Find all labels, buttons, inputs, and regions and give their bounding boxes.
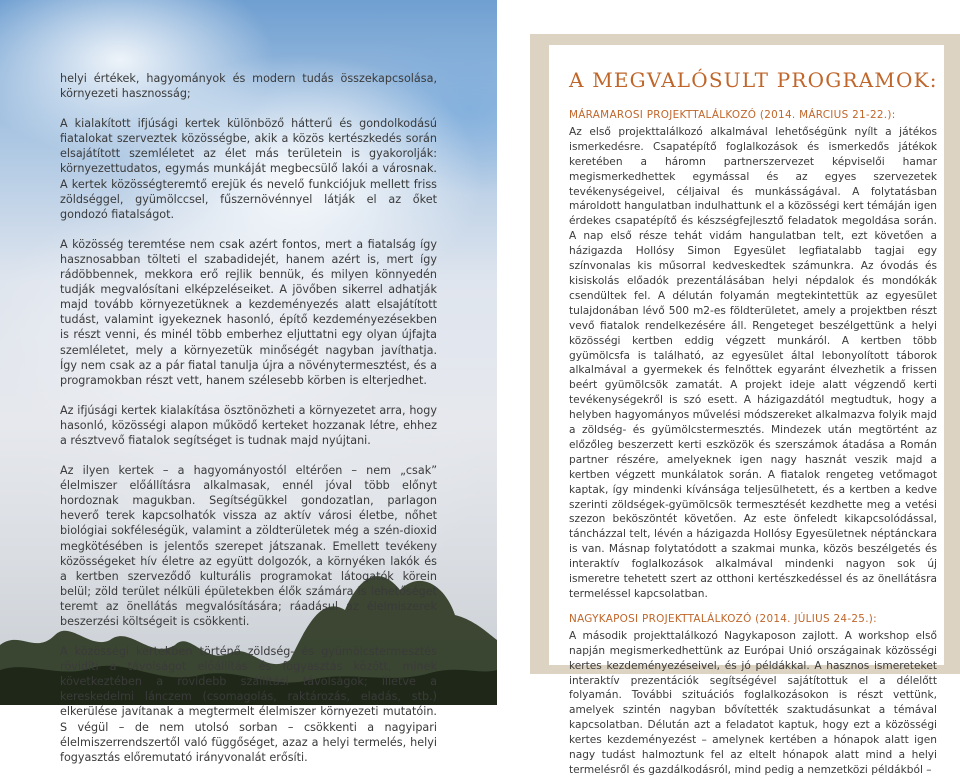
left-paragraph: A közösségi kertekben történő zöldség- és gyümölcstermesztés rövidíti a távolságot előállítás és fogyasztás között, minek következtében a rövidebb szállítási távolságok; illetve a kereskedelmi lánczem (csomagolás, raktározás, eladás, stb.) elkerülése javítanak a megtermelt élelmiszer környezeti mutatóin. S végül – de nem utolsó sorban – csökkenti a nagyipari élelmiszerrendszertől való függőséget, azaz a helyi termelés, helyi fogyasztás előremutató irányvonalát erősíti. xyxy=(60,645,437,764)
section-heading: MÁRAMAROSI PROJEKTTALÁLKOZÓ (2014. MÁRCIUS 21-22.): xyxy=(569,109,896,121)
section-paragraph: Az első projekttalálkozó alkalmával lehetőségünk nyílt a játékos ismerkedésre. Csapatépítő foglalkozások és ismerkedős játékok keretében a háromn partnerszervezet képviselői hamar megismerkedhettek egymással és az egyes szervezetek tevékenységeivel, céljaival és munkásságával. A folytatásban mároldott hangulatban indulhattunk el a közösségi kert témáján igen érdekes csapatépítő és készségfejlesztő feladatok megoldása során. A nap első része tehát vidám hangulatban telt, ezt követően a házigazda Hollósy Simon Egyesület legfiatalabb tagjai egy színvonalas kis műsorral kedveskedtek számunkra. Az óvodás és kisiskolás előadók prezentálásában helyi népdalok és mondókák csendültek fel. A délután folyamán megtekintettük az egyesület tulajdonában lévő 500 m2-es földterületet, amely a projektben részt vevő fiatalok rendelkezésére áll. Rengeteget beszélgettünk a helyi közösségi kertben eddig végzett munkáról. A kertben több gyümölcsfa is található, az egyesület által lebonyolított táborok alkalmával a gyermekek és felnőttek egyaránt élvezhetik a frissen beért gyümölcsök zamatát. A projekt ideje alatt végzendő kerti tevékenységekről is szó esett. A házigazdától megtudtuk, hogy a helyben hagyományos művelési módszereket alkalmazva folyik majd a zöldség- és gyümölcstermesztés. Mindezek után megtörtént az előzőleg beszerzett kerti eszközök és szerszámok átadása a Román partner részére, amelyeknek igen nagy hasznát veszik majd a kertben végzett munkálatok során. A fiatalok rengeteg vetőmagot kaptak, így mindenki kívánsága teljesülhetett, és a kertben a kedve szerinti zöldségek-gyümölcsök termesztését kezdhette meg a vetési szezon beköszöntét követően. Az este önfeledt kikapcsolódással, táncházzal telt, lévén a házigazda Hollósy Egyesületnek néptánckara is van. Másnap folytatódott a szakmai munka, közös beszélgetés és interaktív foglalkozások alkalmával mindenki nagyon sok új ismeretre tehetett szert az otthoni kertészkedéssel és az önellátásra termeléssel kapcsolatban. xyxy=(569,125,937,600)
left-paragraph: A kialakított ifjúsági kertek különböző hátterű és gondolkodású fiatalokat szerveztek közösségbe, akik a közös kertészkedés során elsajátított szemléletet az élet más területein is gyakorolják: környezettudatos, egymás munkáját megbecsülő lakói a városnak. A kertek közösségteremtő erejük és nevelő funkciójuk mellett friss zöldséggel, gyümölccsel, fűszernövénnyel látják el az őket gondozó fiatalságot. xyxy=(60,117,437,221)
right-body-text xyxy=(569,108,937,778)
right-page-content xyxy=(549,45,944,776)
page-gutter xyxy=(497,0,530,705)
left-paragraph: Az ifjúsági kertek kialakítása ösztönözheti a környezetet arra, hogy hasonló, közösségi alapon működő kerteket hozzanak létre, ehhez a résztvevő fiatalok segítséget is tudnak majd nyújtani. xyxy=(60,403,437,447)
left-paragraph: A közösség teremtése nem csak azért fontos, mert a fiatalság így hasznosabban tölteti el szabadidejét, hanem azért is, mert így rádöbbennek, mekkora erő rejlik bennük, és milyen könnyedén tudják megvalósítani elképzeléseiket. A jövőben sikerrel adhatják majd tovább környezetüknek a kezdeményezés alatt elsajátított tudást, valamint igyekeznek hasonló, építő kezdeményezésekben is részt venni, és minél több emberhez eljuttatni egy olyan újfajta szemléletet, mely a környezetük minőségét nagyban javíthatja. Így nem csak az a pár fiatal tanulja újra a növénytermesztést, és a programokban részt vett, hanem szélesebb körben is elterjedhet. xyxy=(60,237,437,387)
section-heading: NAGYKAPOSI PROJEKTTALÁLKOZÓ (2014. JÚLIUS 24-25.): xyxy=(569,612,877,625)
page-title: A MEGVALÓSULT PROGRAMOK: xyxy=(569,68,938,92)
right-page-frame xyxy=(530,34,960,776)
left-paragraph: Az ilyen kertek – a hagyományostól eltérően – nem „csak” élelmiszer előállításra alkalmasak, ennél jóval több előnyt hordoznak magukban. Segítségükkel gondozatlan, parlagon heverő terek kapcsolhatók vissza az aktív városi életbe, nőhet biológiai sokféleségük, valamint a zöldterületek még a szén-dioxid megkötésében is jelentős szerepet játszanak. Emellett tevékeny közösségeket hív életre az együtt dolgozók, a környéken lakók és a kertben szerveződő kulturális programokat látogatók körein belül; zöld terület nélküli épületekben élők számára is lehetőséget teremt az önellátás megvalósítására; ráadásul az élelmiszerek beszerzési költségeit is csökkenti. xyxy=(60,464,437,628)
section-paragraph: A második projekttalálkozó Nagykaposon zajlott. A workshop első napján megismerkedhettünk az Európai Unió országainak közösségi kertes kezdeményezéseivel, és jó példákkal. A hasznos ismereteket interaktív prezentációk segítségével sajátítottuk el a délelőtt folyamán. További szituációs foglalkozásokon is részt vettünk, amelyek szintén nagyban bővítették szaktudásunkat a témával kapcsolatban. Délután azt a feladatot kaptuk, hogy ezt a közösségi kertes kezdeményezést – amelynek kertében a hónapok alatt igen nagy tudást halmoztunk fel az eltelt hónapok alatt mind a helyi termelésről és gazdálkodásról, mind pedig a nemzetközi példákból – xyxy=(569,629,937,776)
left-body-text xyxy=(60,71,437,765)
left-paragraph: helyi értékek, hagyományok és modern tudás összekapcsolása, környezeti hasznosság; xyxy=(60,72,437,101)
